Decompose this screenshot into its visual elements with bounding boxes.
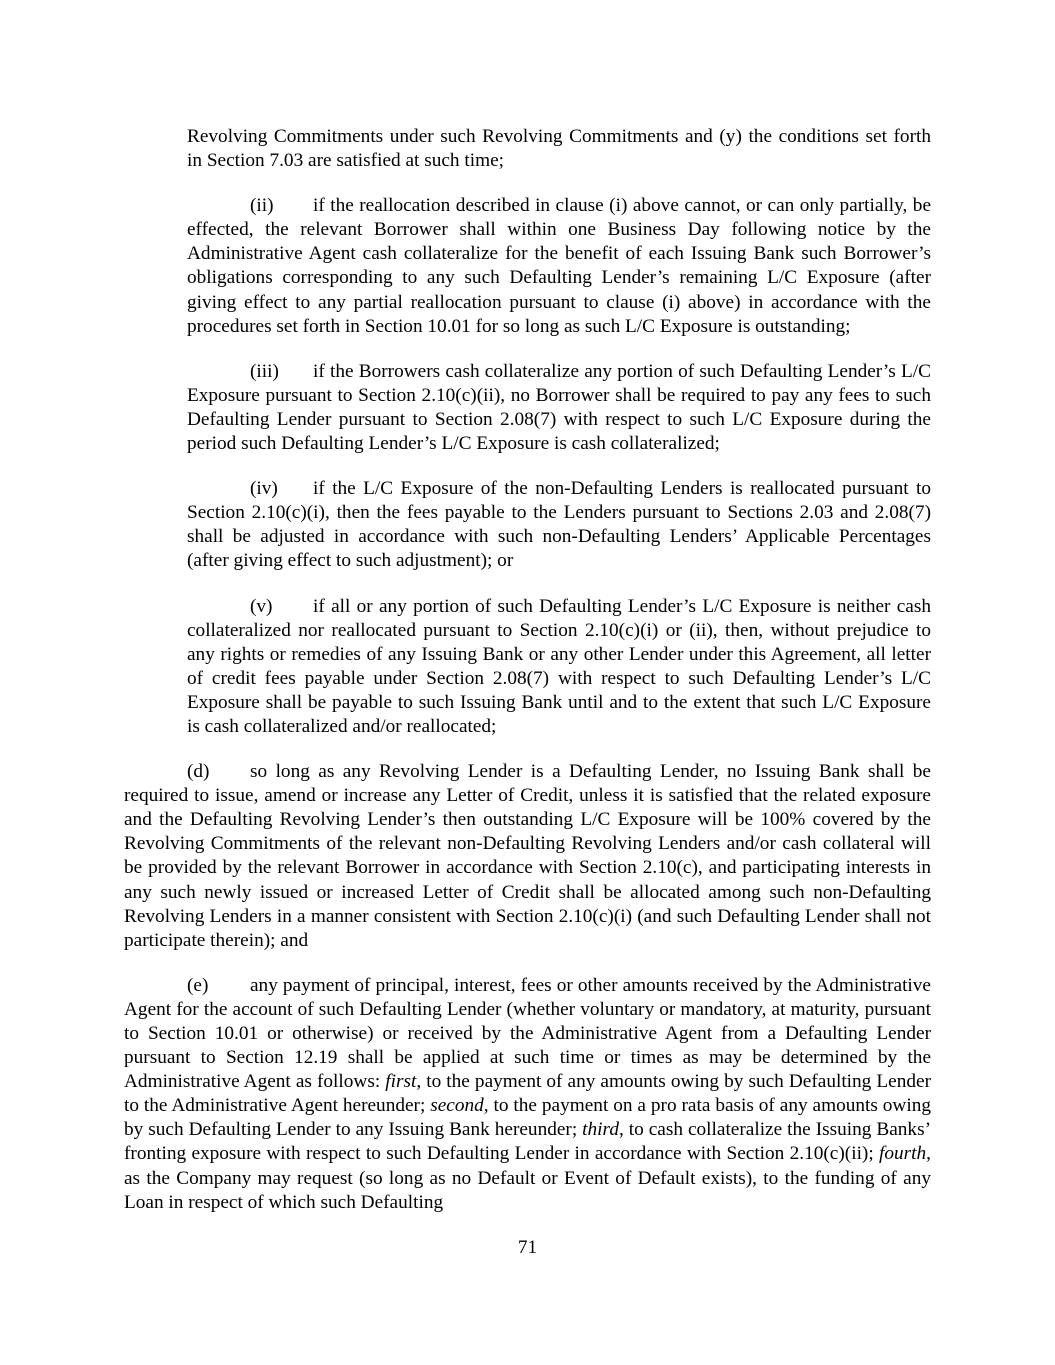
- clause-number: (d): [187, 761, 210, 783]
- emphasis-third: third: [582, 1119, 619, 1141]
- paragraph-text: , to the payment on a pro rata basis of any amounts owing by such Defaulting Lender to any Issuing Bank hereunder;: [124, 1095, 931, 1141]
- page-number: 71: [517, 1236, 538, 1258]
- clause-iv: [187, 477, 931, 573]
- paragraph-text: if the L/C Exposure of the non-Defaulting Lenders is reallocated pursuant to Section 2.10(c)(i), then the fees payable to the Lenders pursuant to Sections 2.03 and 2.08(7) shall be adjusted in accordance with such non-Defaulting Lenders’ Applicable Percentages (after giving effect to such adjustment); or: [187, 478, 931, 572]
- clause-v: [187, 595, 931, 740]
- paragraph-text: any payment of principal, interest, fees or other amounts received by the Administrative Agent for the account of such Defaulting Lender (whether voluntary or mandatory, at maturity, pursuant to Section 10.01 or otherwise) or received by the Administrative Agent from a Defaulting Lender pursuant to Section 12.19 shall be applied at such time or times as may be determined by the Administrative Agent as follows:: [124, 974, 931, 1093]
- clause-number: (e): [187, 974, 209, 996]
- clause-number: (iii): [250, 360, 279, 382]
- paragraph-text: if the reallocation described in clause (i) above cannot, or can only partially, be effected, the relevant Borrower shall within one Business Day following notice by the Administrative Agent cash collateralize for the benefit of each Issuing Bank such Borrower’s obligations corresponding to any such Defaulting Lender’s remaining L/C Exposure (after giving effect to any partial reallocation pursuant to clause (i) above) in accordance with the procedures set forth in Section 10.01 for so long as such L/C Exposure is outstanding;: [187, 195, 931, 337]
- emphasis-second: second: [430, 1095, 484, 1117]
- clause-ii: [187, 194, 931, 339]
- emphasis-fourth: fourth: [879, 1143, 927, 1165]
- clause-e: [124, 974, 931, 1215]
- clause-iii: [187, 360, 931, 456]
- page-body: [0, 125, 1055, 1260]
- clause-number: (v): [250, 595, 273, 617]
- paragraph-text: if all or any portion of such Defaulting Lender’s L/C Exposure is neither cash collateralized nor reallocated pursuant to Section 2.10(c)(i) or (ii), then, without prejudice to any rights or remedies of any Issuing Bank or any other Lender under this Agreement, all letter of credit fees payable under Section 2.08(7) with respect to such Defaulting Lender’s L/C Exposure shall be payable to such Issuing Bank until and to the extent that such L/C Exposure is cash collateralized and/or reallocated;: [187, 595, 931, 737]
- paragraph-text: if the Borrowers cash collateralize any portion of such Defaulting Lender’s L/C Exposure pursuant to Section 2.10(c)(ii), no Borrower shall be required to pay any fees to such Defaulting Lender pursuant to Section 2.08(7) with respect to such L/C Exposure during the period such Defaulting Lender’s L/C Exposure is cash collateralized;: [187, 360, 931, 455]
- emphasis-first: first: [385, 1071, 417, 1093]
- clause-number: (iv): [250, 478, 278, 500]
- paragraph-text: , to cash collateralize the Issuing Banks’ fronting exposure with respect to such Defaulting Lender in accordance with Section 2.10(c)(ii);: [124, 1119, 931, 1165]
- continued-paragraph: [187, 125, 931, 173]
- clause-number: (ii): [250, 195, 274, 217]
- paragraph-text: , to the payment of any amounts owing by such Defaulting Lender to the Administrative Agent hereunder;: [124, 1071, 931, 1117]
- paragraph-text: Revolving Commitments under such Revolving Commitments and (y) the conditions set forth in Section 7.03 are satisfied at such time;: [187, 126, 931, 172]
- clause-d: [124, 760, 931, 953]
- paragraph-text: so long as any Revolving Lender is a Defaulting Lender, no Issuing Bank shall be required to issue, amend or increase any Letter of Credit, unless it is satisfied that the related exposure and the Defaulting Revolving Lender’s then outstanding L/C Exposure will be 100% covered by the Revolving Commitments of the relevant non-Defaulting Revolving Lenders and/or cash collateral will be provided by the relevant Borrower in accordance with Section 2.10(c), and participating interests in any such newly issued or increased Letter of Credit shall be allocated among such non-Defaulting Revolving Lenders in a manner consistent with Section 2.10(c)(i) (and such Defaulting Lender shall not participate therein); and: [124, 761, 931, 951]
- paragraph-text: , as the Company may request (so long as no Default or Event of Default exists), to the funding of any Loan in respect of which such Defaulting: [124, 1143, 931, 1213]
